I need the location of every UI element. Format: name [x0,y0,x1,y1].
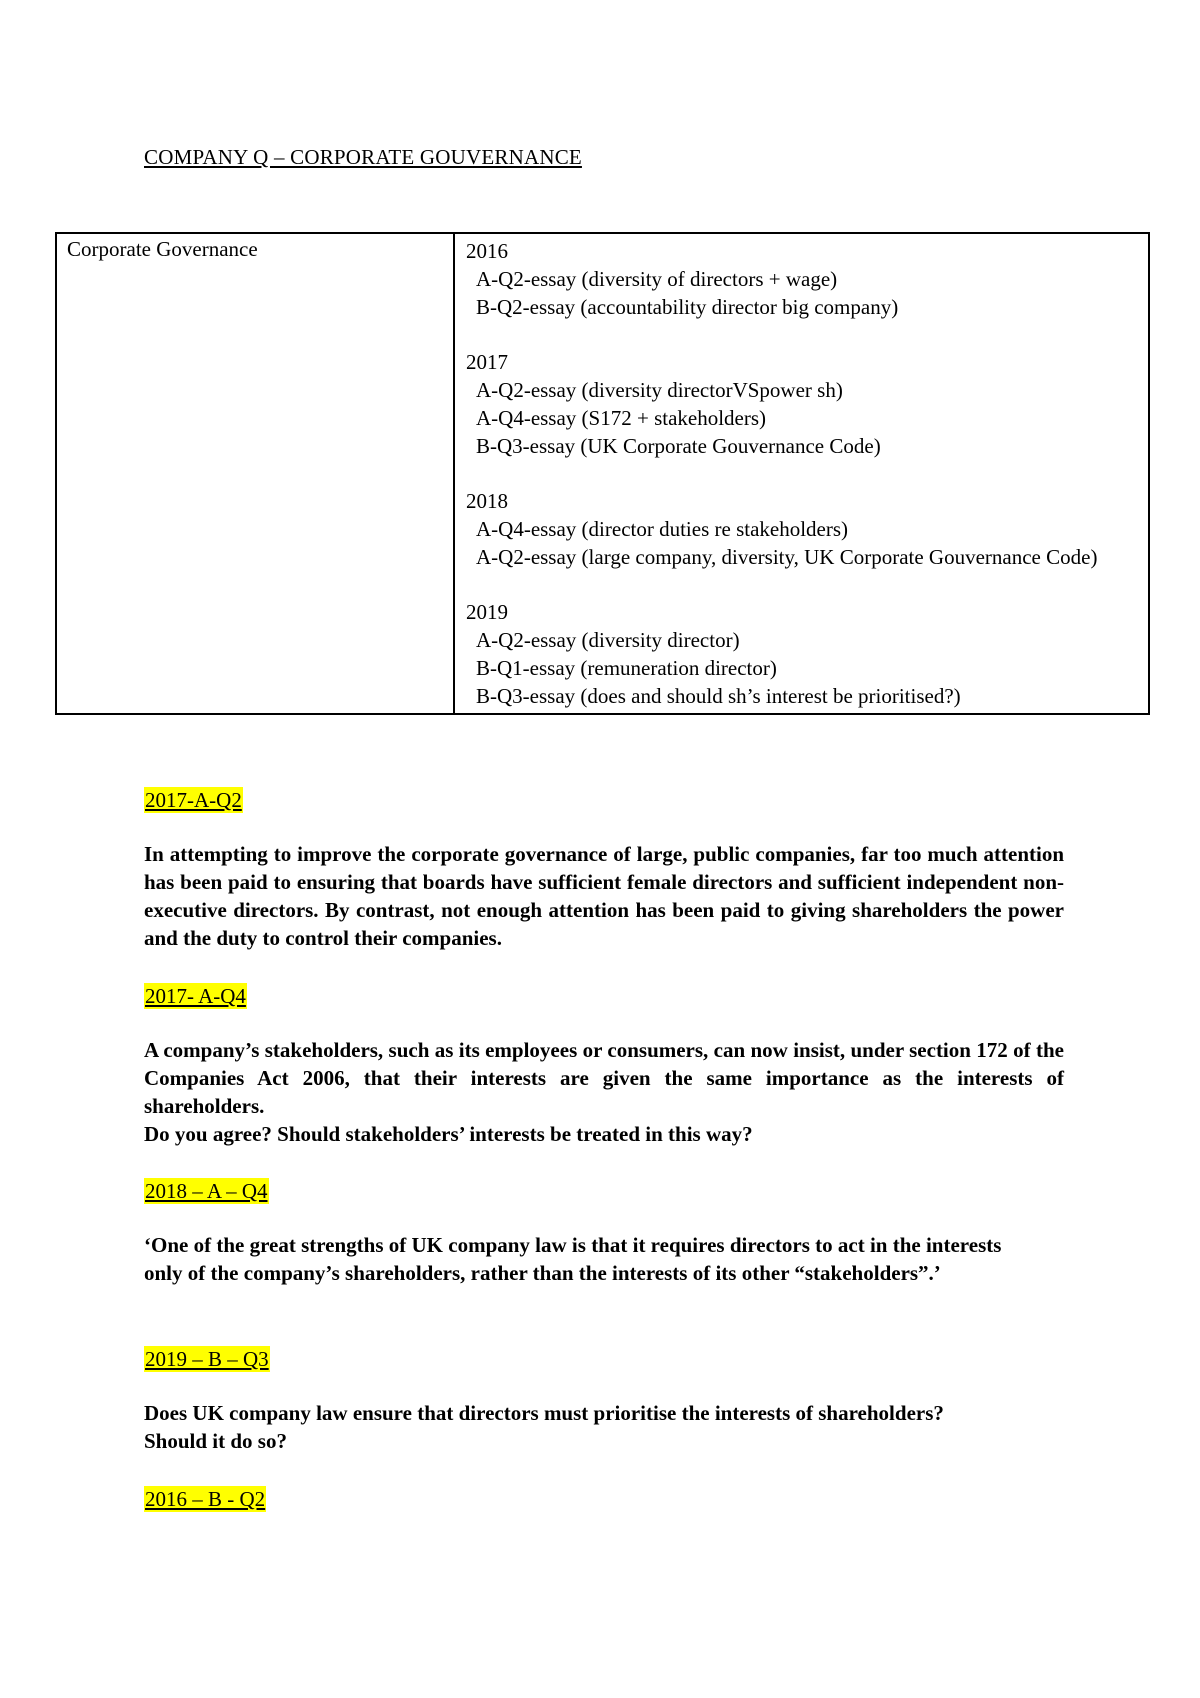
list-item: A-Q2-essay (large company, diversity, UK Corporate Gouvernance Code) [476,545,1098,569]
year-block-2016 [466,237,1142,321]
list-item: A-Q2-essay (diversity director) [476,628,740,652]
year-label: 2018 [466,489,508,513]
table-row [56,233,1149,714]
year-block-2018 [466,487,1142,571]
year-block-2017 [466,348,1142,460]
question-text: Does UK company law ensure that directors must prioritise the interests of shareholders? Should it do so? [144,1401,944,1453]
question-label: 2018 – A – Q4 [145,1179,268,1203]
year-label: 2016 [466,239,508,263]
question-2018-a-q4 [144,1178,1064,1287]
topic-cell: Corporate Governance [56,233,454,714]
question-label: 2017-A-Q2 [145,788,242,812]
question-text: ‘One of the great strengths of UK company law is that it requires directors to act in the interests only of the company’s shareholders, rather than the interests of its other “stakeholders”.’ [144,1233,1002,1285]
list-item: B-Q3-essay (UK Corporate Gouvernance Code) [476,434,881,458]
list-item: A-Q4-essay (S172 + stakeholders) [476,406,767,430]
question-2017-a-q2 [144,787,1064,952]
question-label: 2016 – B - Q2 [145,1487,266,1511]
list-item: A-Q4-essay (director duties re stakeholders) [476,517,849,541]
question-label: 2017- A-Q4 [145,984,246,1008]
list-item: B-Q3-essay (does and should sh’s interest be prioritised?) [476,684,961,708]
list-item: A-Q2-essay (diversity directorVSpower sh) [476,378,843,402]
year-label: 2017 [466,350,508,374]
list-item: B-Q1-essay (remuneration director) [476,656,777,680]
document-title: COMPANY Q – CORPORATE GOUVERNANCE [144,145,582,169]
exam-overview-table [55,232,1150,715]
years-cell [454,233,1149,714]
year-label: 2019 [466,600,508,624]
question-text: In attempting to improve the corporate governance of large, public companies, far too much attention has been paid to ensuring that boards have sufficient female directors and sufficient independent non-executive directors. By contrast, not enough attention has been paid to giving shareholders the power and the duty to control their companies. [144,842,1064,950]
question-2017-a-q4 [144,983,1064,1148]
question-2016-b-q2 [144,1486,1064,1512]
list-item: B-Q2-essay (accountability director big company) [476,295,899,319]
question-text: A company’s stakeholders, such as its employees or consumers, can now insist, under section 172 of the Companies Act 2006, that their interests are given the same importance as the interests of shareholders. Do you agree? Should stakeholders’ interests be treated in this way? [144,1038,1064,1146]
list-item: A-Q2-essay (diversity of directors + wage) [476,267,838,291]
question-2019-b-q3 [144,1346,1064,1455]
year-block-2019 [466,598,1142,710]
question-label: 2019 – B – Q3 [145,1347,269,1371]
